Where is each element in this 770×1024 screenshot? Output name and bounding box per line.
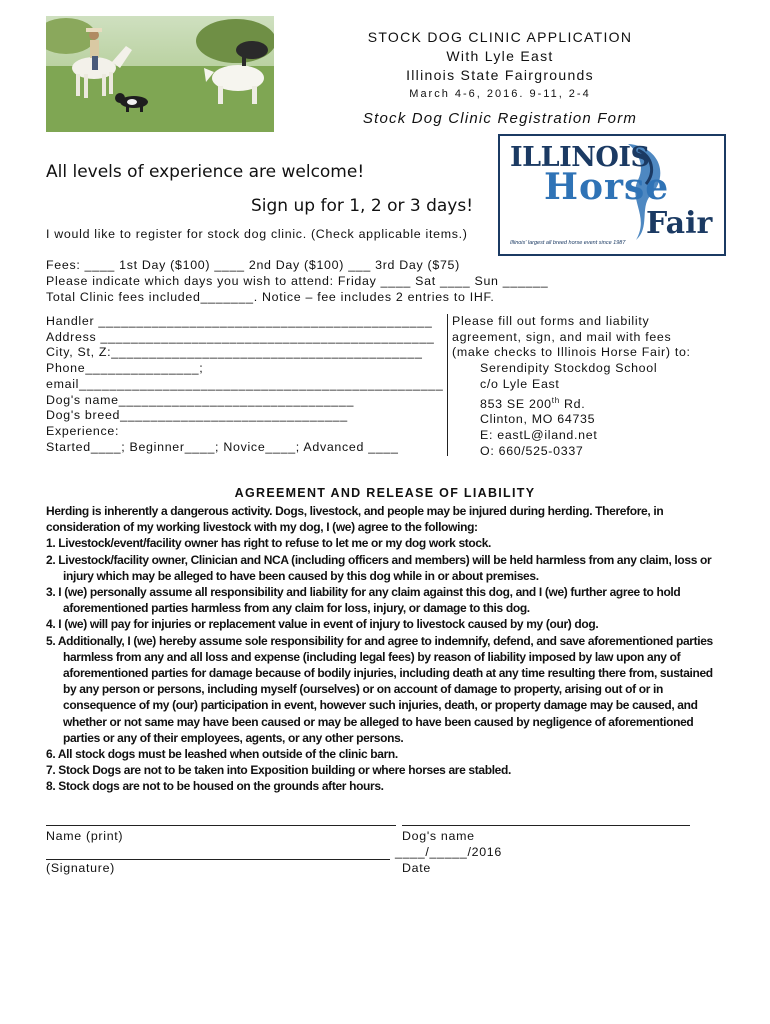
total-fees-line: Total Clinic fees included_______. Notice – fee includes 2 entries to IHF.: [46, 290, 495, 304]
agreement-item: 5. Additionally, I (we) hereby assume sole responsibility for and agree to indemnify, defend, and save aforementioned parties harmless from any and all loss and expense (including legal fees) by reason of liability imposed by law upon any of aforementioned parties for damage because of bodily injuries, including death at any time resulting there from, sustained by any person or persons, including myself (ourselves) or on account of damage to property, arising out of or in consequence of my (our) participation in event, however such injuries, death, or property damage may be caused, and whether or not same may have been caused or may be alleged to have been caused by negligence of aforementioned parties or any of their employees, agents, or any other persons.: [46, 633, 713, 745]
document-header: [290, 28, 710, 128]
agreement-item: 8. Stock dogs are not to be housed on the grounds after hours.: [46, 779, 384, 794]
agreement-title: AGREEMENT AND RELEASE OF LIABILITY: [234, 486, 536, 500]
mail-instruction-2: agreement, sign, and mail with fees: [452, 329, 672, 344]
address-field[interactable]: Address ____________________________________________: [46, 329, 435, 344]
experience-options[interactable]: Started____; Beginner____; Novice____; Advanced ____: [46, 439, 399, 454]
agreement-item: 6. All stock dogs must be leashed when outside of the clinic barn.: [46, 747, 398, 762]
welcome-heading: All levels of experience are welcome!: [46, 162, 365, 182]
agreement-item: 3. I (we) personally assume all responsibility and liability for any claim against this dog, and I (we) further agree to hold aforementioned parties harmless from any claim for loss, injury, or damage to this dog.: [46, 585, 681, 616]
phone-field[interactable]: Phone_______________;: [46, 361, 204, 376]
register-instruction: I would like to register for stock dog clinic. (Check applicable items.): [46, 227, 468, 241]
handler-field[interactable]: Handler ____________________________________________: [46, 314, 433, 328]
mail-instruction-3: (make checks to Illinois Horse Fair) to:: [452, 345, 691, 360]
care-of: c/o Lyle East: [480, 376, 560, 391]
dog-breed-field[interactable]: Dog's breed______________________________: [46, 408, 348, 423]
fees-line: Fees: ____ 1st Day ($100) ____ 2nd Day ($100) ___ 3rd Day ($75): [46, 258, 460, 272]
clinician-line: With Lyle East: [446, 48, 554, 64]
street-address: 853 SE 200th Rd.: [480, 395, 586, 411]
agreement-item: 1. Livestock/event/facility owner has right to refuse to let me or my dog work stock.: [46, 536, 492, 551]
illinois-horse-fair-logo: [498, 134, 726, 256]
agreement-intro: Herding is inherently a dangerous activity. Dogs, livestock, and people may be injured during herding. Therefore, in consideration of my working livestock with my dog, I (we) agree to the following:: [46, 504, 664, 535]
city-state-zip-field[interactable]: City, St, Z:_________________________________________: [46, 345, 423, 360]
agreement-item: 7. Stock Dogs are not to be taken into Exposition building or where horses are stabled.: [46, 763, 511, 778]
logo-fair: Fair: [646, 206, 713, 241]
name-print-line[interactable]: [46, 825, 396, 826]
herding-photo: [46, 16, 274, 132]
dog-name-label: Dog's name: [402, 829, 475, 843]
days-heading: Sign up for 1, 2 or 3 days!: [251, 196, 474, 216]
name-print-label: Name (print): [46, 829, 124, 843]
signature-label: (Signature): [46, 861, 115, 875]
signature-line[interactable]: [46, 859, 390, 860]
mailing-instructions: [452, 314, 691, 459]
form-title: Stock Dog Clinic Registration Form: [362, 110, 638, 127]
school-name: Serendipity Stockdog School: [480, 361, 658, 376]
logo-illinois: ILLINOIS: [510, 142, 650, 173]
agreement-item: 2. Livestock/facility owner, Clinician and NCA (including officers and members) will be held harmless from any claim, loss or injury which may be alleged to have been caused by this dog while in or about premises.: [46, 552, 712, 583]
logo-tagline: Illinois' largest all breed horse event since 1987: [510, 240, 626, 246]
dates-line: March 4-6, 2016. 9-11, 2-4: [409, 88, 591, 100]
logo-horse: Horse: [544, 166, 670, 208]
agreement-item: 4. I (we) will pay for injuries or replacement value in event of injury to livestock caused by my (our) dog.: [46, 617, 599, 632]
email-field[interactable]: email________________________________________________: [46, 376, 444, 391]
days-attend-line: Please indicate which days you wish to attend: Friday ____ Sat ____ Sun ______: [46, 274, 549, 288]
registration-fields: [46, 314, 443, 455]
experience-label: Experience:: [46, 423, 120, 438]
dog-name-field[interactable]: Dog's name_______________________________: [46, 392, 355, 407]
herding-photo-illustration: [46, 16, 274, 132]
agreement-text: [46, 503, 726, 795]
document-title: STOCK DOG CLINIC APPLICATION: [367, 29, 633, 45]
venue-line: Illinois State Fairgrounds: [406, 67, 594, 83]
dog-name-line[interactable]: [402, 825, 690, 826]
contact-email: E: eastL@iland.net: [480, 428, 598, 443]
column-divider: [447, 314, 448, 456]
mail-instruction-1: Please fill out forms and liability: [452, 314, 650, 328]
contact-phone: O: 660/525-0337: [480, 443, 584, 458]
city-line: Clinton, MO 64735: [480, 412, 596, 427]
date-label: Date: [402, 861, 431, 875]
date-blank[interactable]: ____/_____/2016: [395, 845, 502, 859]
